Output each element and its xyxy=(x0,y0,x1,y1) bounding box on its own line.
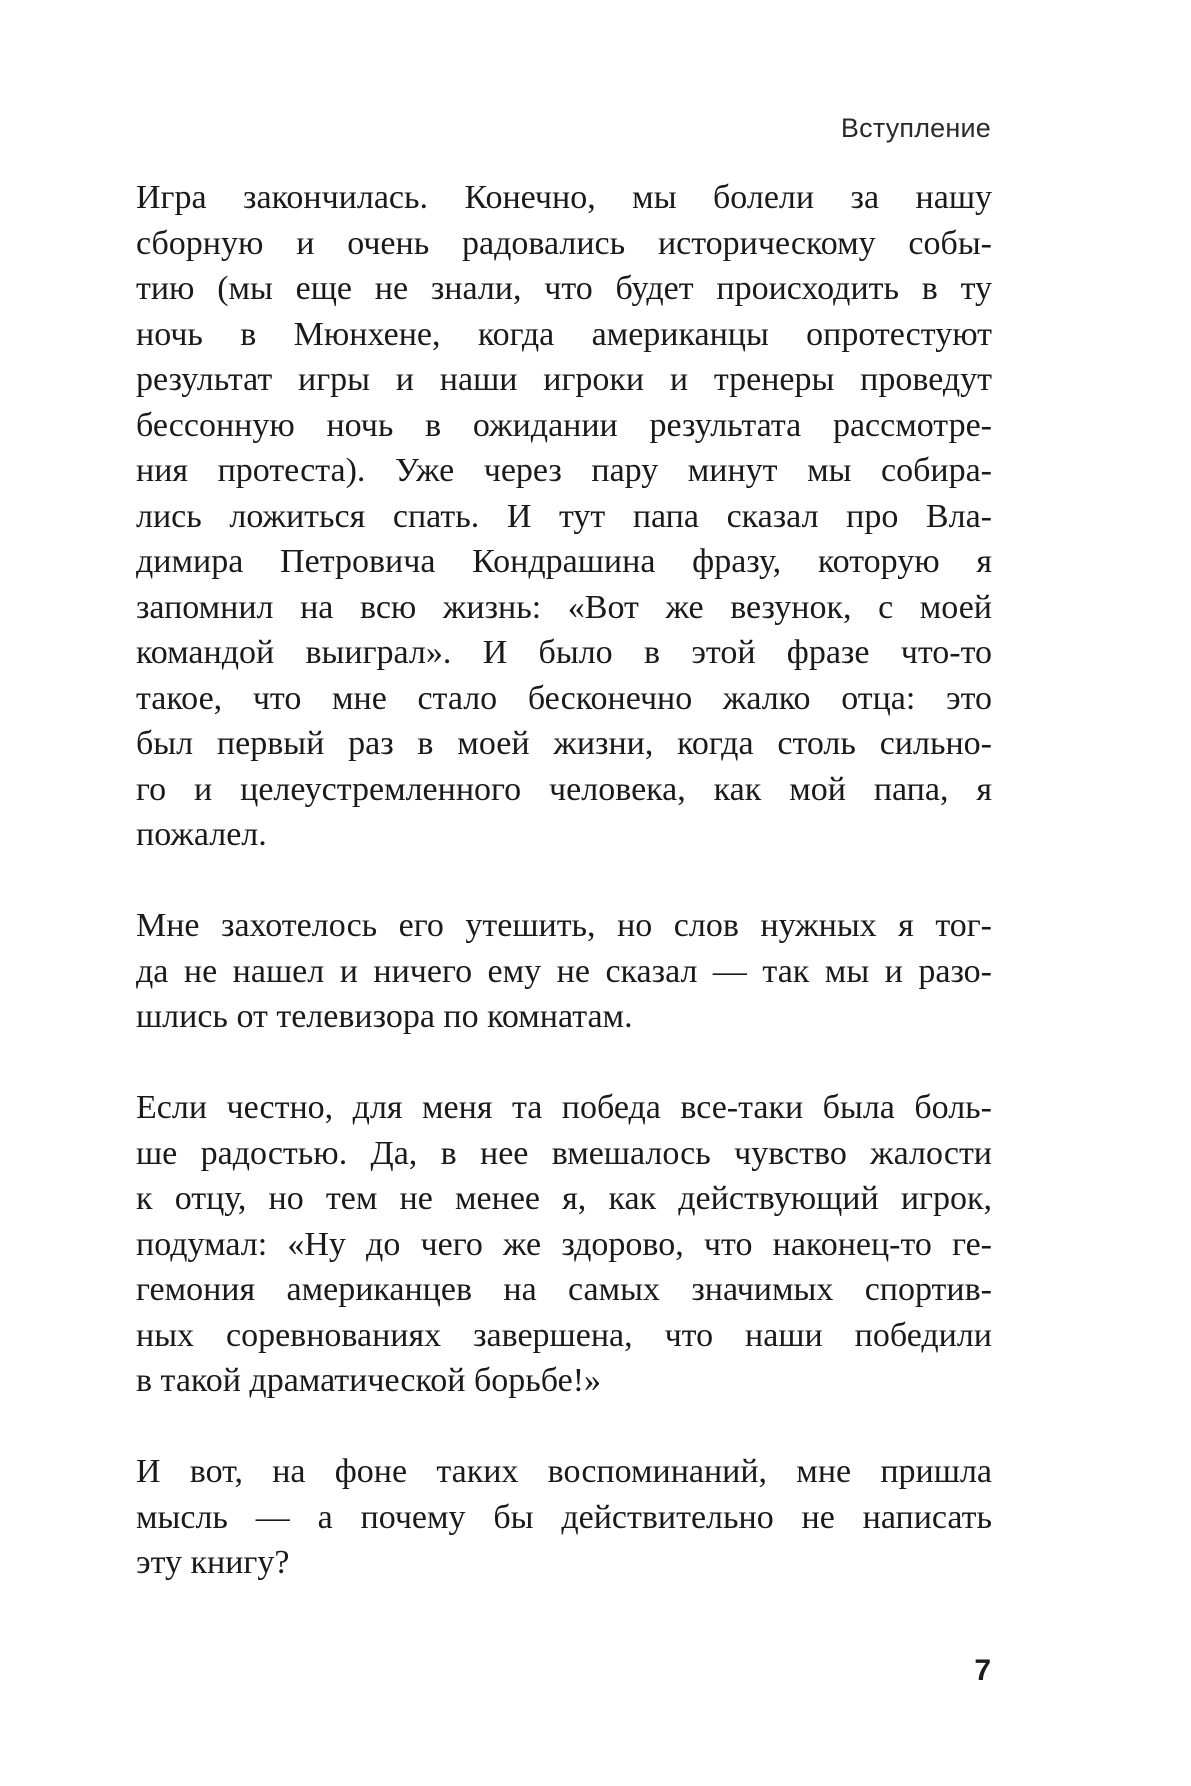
text-line: Игра закончилась. Конечно, мы болели за нашу xyxy=(136,179,992,216)
text-line: го и целеустремленного человека, как мой папа, я xyxy=(136,770,992,808)
text-line: был первый раз в моей жизни, когда столь сильно- xyxy=(136,725,992,762)
running-head: Вступление xyxy=(840,113,991,143)
page-number: 7 xyxy=(974,1654,991,1687)
text-line: да не нашел и ничего ему не сказал — так мы и разо- xyxy=(136,952,992,990)
text-line: эту книгу? xyxy=(136,1544,290,1581)
paragraph-1 xyxy=(136,175,992,858)
text-line: запомнил на всю жизнь: «Вот же везунок, с моей xyxy=(136,588,992,626)
text-line: мысль — а почему бы действительно не написать xyxy=(136,1498,992,1536)
text-line: подумал: «Ну до чего же здорово, что наконец-то ге- xyxy=(136,1225,992,1263)
text-line: бессонную ночь в ожидании результата рассмотре- xyxy=(136,406,992,444)
text-line: пожалел. xyxy=(136,816,267,853)
text-line: шлись от телевизора по комнатам. xyxy=(136,998,633,1035)
text-line: И вот, на фоне таких воспоминаний, мне пришла xyxy=(136,1453,992,1490)
text-line: результат игры и наши игроки и тренеры проведут xyxy=(136,361,992,398)
text-line: такое, что мне стало бесконечно жалко отца: это xyxy=(136,679,992,717)
text-line: лись ложиться спать. И тут папа сказал про Вла- xyxy=(136,497,992,535)
body-text xyxy=(136,175,992,1631)
text-line: сборную и очень радовались историческому собы- xyxy=(136,224,992,262)
text-line: ния протеста). Уже через пару минут мы собира- xyxy=(136,452,992,489)
text-line: Мне захотелось его утешить, но слов нужных я тог- xyxy=(136,907,992,944)
text-line: тию (мы еще не знали, что будет происходить в ту xyxy=(136,270,992,307)
text-line: гемония американцев на самых значимых спортив- xyxy=(136,1271,992,1308)
text-line: ных соревнованиях завершена, что наши победили xyxy=(136,1316,992,1354)
paragraph-4 xyxy=(136,1449,992,1586)
paragraph-3 xyxy=(136,1085,992,1404)
paragraph-2 xyxy=(136,903,992,1040)
text-line: ше радостью. Да, в нее вмешалось чувство жалости xyxy=(136,1134,992,1172)
text-line: в такой драматической борьбе!» xyxy=(136,1362,602,1399)
text-line: димира Петровича Кондрашина фразу, которую я xyxy=(136,543,992,580)
text-line: к отцу, но тем не менее я, как действующий игрок, xyxy=(136,1180,992,1217)
text-line: ночь в Мюнхене, когда американцы опротестуют xyxy=(136,315,992,353)
text-line: командой выиграл». И было в этой фразе что-то xyxy=(136,634,992,671)
text-line: Если честно, для меня та победа все-таки была боль- xyxy=(136,1089,992,1126)
